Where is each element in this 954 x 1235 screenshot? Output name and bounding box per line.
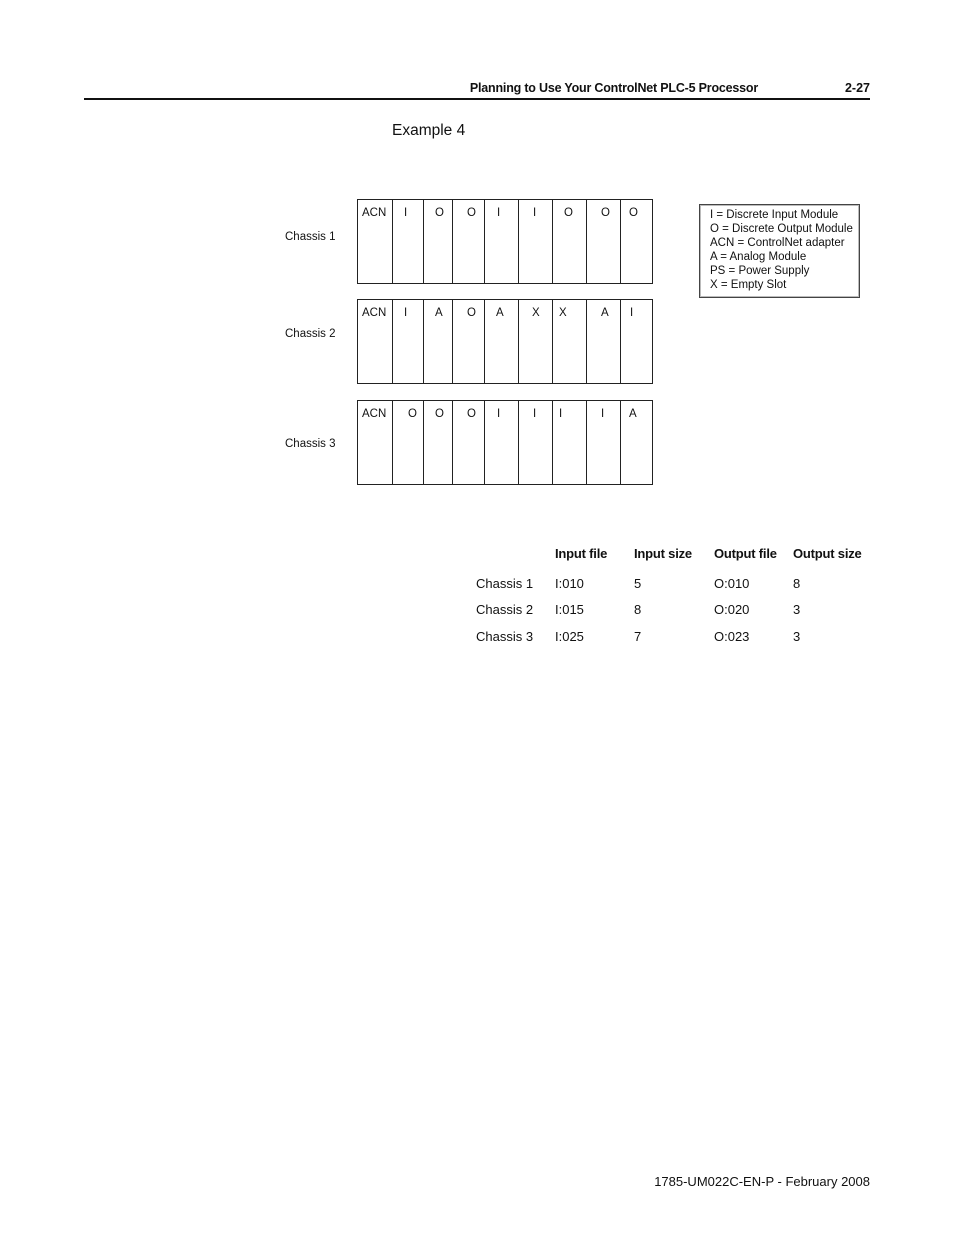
slot-divider <box>518 401 519 484</box>
chassis-3-diagram <box>357 400 653 485</box>
slot-label: ACN <box>362 207 387 219</box>
slot-label: I <box>533 207 537 219</box>
table-cell: I:025 <box>555 629 584 644</box>
slot-label: O <box>601 207 610 219</box>
table-header: Output file <box>714 546 777 561</box>
slot-divider <box>484 300 485 383</box>
table-cell: 5 <box>634 576 642 591</box>
example-title: Example 4 <box>392 122 466 139</box>
slot-label: O <box>467 207 476 219</box>
slot-divider <box>586 200 587 283</box>
table-row-label: Chassis 1 <box>476 576 534 591</box>
slot-label: A <box>435 307 443 319</box>
slot-label: I <box>497 207 501 219</box>
running-header-title: Planning to Use Your ControlNet PLC-5 Processor <box>469 81 758 95</box>
legend-entry: PS = Power Supply <box>710 264 810 277</box>
slot-label: O <box>435 408 444 420</box>
chassis-2-diagram <box>357 299 653 384</box>
table-cell: 8 <box>793 576 801 591</box>
header-rule <box>84 98 870 100</box>
table-header: Input file <box>555 546 608 561</box>
slot-label: I <box>497 408 501 420</box>
slot-divider <box>423 300 424 383</box>
table-header: Input size <box>634 546 692 561</box>
slot-label: O <box>629 207 638 219</box>
slot-divider <box>452 300 453 383</box>
slot-label: O <box>467 408 476 420</box>
table-cell: O:023 <box>714 629 750 644</box>
slot-label: ACN <box>362 408 387 420</box>
slot-label: O <box>408 408 417 420</box>
legend-entry: X = Empty Slot <box>710 278 787 291</box>
table-cell: 8 <box>634 602 642 617</box>
slot-divider <box>620 401 621 484</box>
slot-label: X <box>559 307 567 319</box>
slot-divider <box>518 200 519 283</box>
chassis-3-label: Chassis 3 <box>285 438 336 450</box>
slot-label: O <box>435 207 444 219</box>
module-legend <box>699 204 860 298</box>
slot-label: O <box>467 307 476 319</box>
slot-divider <box>620 200 621 283</box>
table-cell: O:020 <box>714 602 750 617</box>
table-header: Output size <box>793 546 862 561</box>
table-cell: O:010 <box>714 576 750 591</box>
legend-entry: A = Analog Module <box>710 250 807 263</box>
slot-divider <box>392 200 393 283</box>
slot-label: I <box>559 408 563 420</box>
slot-divider <box>552 401 553 484</box>
table-row-label: Chassis 3 <box>476 629 534 644</box>
chassis-1-label: Chassis 1 <box>285 231 336 243</box>
slot-divider <box>552 200 553 283</box>
table-row-label: Chassis 2 <box>476 602 534 617</box>
legend-entry: ACN = ControlNet adapter <box>710 236 845 249</box>
slot-label: I <box>404 307 408 319</box>
slot-label: I <box>533 408 537 420</box>
chassis-1-diagram <box>357 199 653 284</box>
slot-divider <box>484 401 485 484</box>
legend-entry: O = Discrete Output Module <box>710 222 853 235</box>
slot-label: X <box>532 307 540 319</box>
legend-entry: I = Discrete Input Module <box>710 209 839 221</box>
chassis-2-label: Chassis 2 <box>285 328 336 340</box>
table-cell: 7 <box>634 629 642 644</box>
slot-divider <box>586 300 587 383</box>
slot-label: I <box>630 307 634 319</box>
table-cell: I:010 <box>555 576 584 591</box>
slot-label: A <box>496 307 504 319</box>
slot-label: I <box>601 408 605 420</box>
page-number: 2-27 <box>844 81 870 95</box>
slot-divider <box>552 300 553 383</box>
table-cell: 3 <box>793 602 801 617</box>
slot-divider <box>518 300 519 383</box>
slot-label: I <box>404 207 408 219</box>
slot-divider <box>392 300 393 383</box>
slot-label: A <box>629 408 637 420</box>
slot-divider <box>423 200 424 283</box>
slot-divider <box>452 200 453 283</box>
slot-divider <box>423 401 424 484</box>
slot-divider <box>484 200 485 283</box>
slot-label: O <box>564 207 573 219</box>
slot-divider <box>452 401 453 484</box>
slot-divider <box>586 401 587 484</box>
table-cell: 3 <box>793 629 801 644</box>
page-footer: 1785-UM022C-EN-P - February 2008 <box>654 1174 870 1189</box>
table-cell: I:015 <box>555 602 584 617</box>
slot-label: A <box>601 307 609 319</box>
slot-divider <box>620 300 621 383</box>
slot-label: ACN <box>362 307 387 319</box>
slot-divider <box>392 401 393 484</box>
